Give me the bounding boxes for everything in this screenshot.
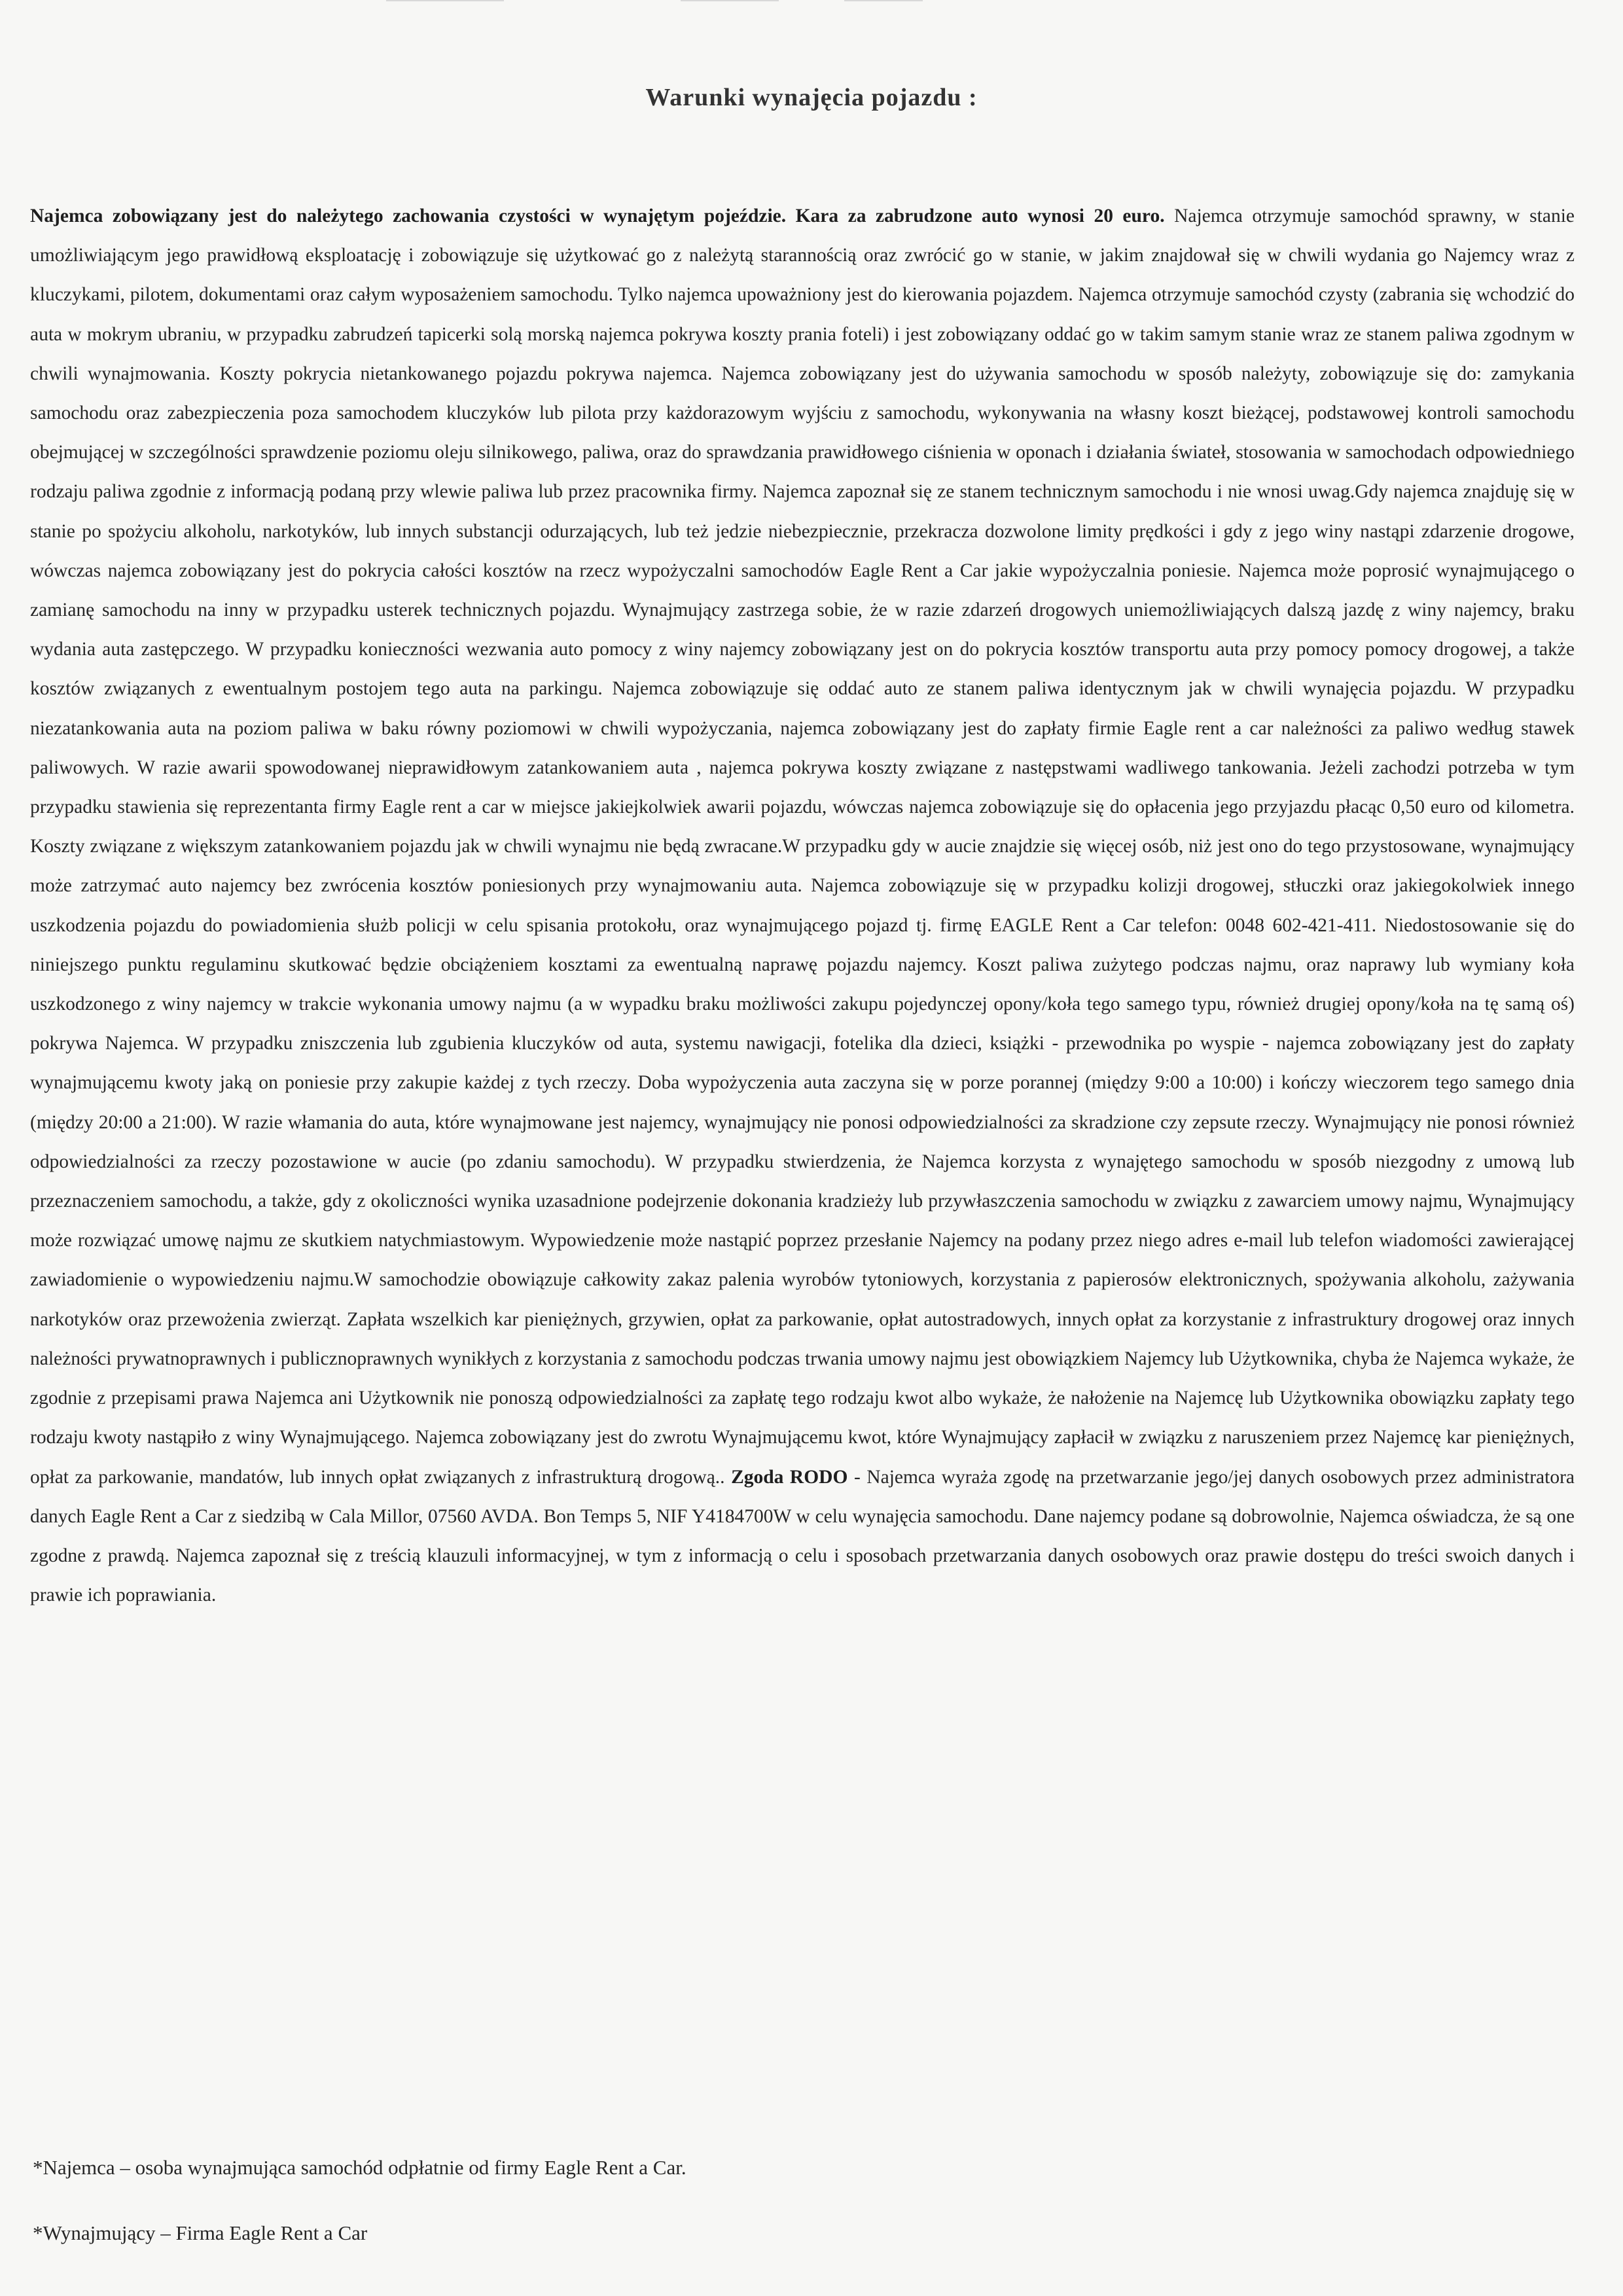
- terms-text-part2: - Najemca wyraża zgodę na przetwarzanie jego/jej danych osobowych przez administratora danych Eagle Rent a Car z siedzibą w Cala Millor, 07560 AVDA. Bon Temps 5, NIF Y4184700W w celu wynajęcia samochodu. Dane najemcy podane są dobrowolnie, Najemca oświadcza, że są one zgodne z prawdą. Najemca zapoznał się z treścią klauzuli informacyjnej, w tym z informacją o celu i sposobach przetwarzania danych osobowych oraz prawie dostępu do treści swoich danych i prawie ich poprawiania.: [30, 1466, 1575, 1606]
- document-title: Warunki wynajęcia pojazdu :: [645, 84, 978, 112]
- rodo-heading: Zgoda RODO: [731, 1466, 848, 1488]
- terms-text-part1: Najemca otrzymuje samochód sprawny, w stanie umożliwiającym jego prawidłową eksploatację i zobowiązuje się użytkować go z należytą starannością oraz zwrócić go w stanie, w jakim znajdował się w chwili wydania go Najemcy wraz z kluczykami, pilotem, dokumentami oraz całym wyposażeniem samochodu. Tylko najemca upoważniony jest do kierowania pojazdem. Najemca otrzymuje samochód czysty (zabrania się wchodzić do auta w mokrym ubraniu, w przypadku zabrudzeń tapicerki solą morską najemca pokrywa koszty prania foteli) i jest zobowiązany oddać go w takim samym stanie wraz ze stanem paliwa zgodnym w chwili wynajmowania. Koszty pokrycia nietankowanego pojazdu pokrywa najemca. Najemca zobowiązany jest do używania samochodu w sposób należyty, zobowiązuje się do: zamykania samochodu oraz zabezpieczenia poza samochodem kluczyków lub pilota przy każdorazowym wyjściu z samochodu, wykonywania na własny koszt bieżącej, podstawowej kontroli samochodu obejmującej w szczególności sprawdzenie poziomu oleju silnikowego, paliwa, oraz do sprawdzania prawidłowego ciśnienia w oponach i działania świateł, stosowania w samochodach odpowiedniego rodzaju paliwa zgodnie z informacją podaną przy wlewie paliwa lub przez pracownika firmy. Najemca zapoznał się ze stanem technicznym samochodu i nie wnosi uwag.Gdy najemca znajduję się w stanie po spożyciu alkoholu, narkotyków, lub innych substancji odurzających, lub też jedzie niebezpiecznie, przekracza dozwolone limity prędkości i gdy z jego winy nastąpi zdarzenie drogowe, wówczas najemca zobowiązany jest do pokrycia całości kosztów na rzecz wypożyczalni samochodów Eagle Rent a Car jakie wypożyczalnia poniesie. Najemca może poprosić wynajmującego o zamianę samochodu na inny w przypadku usterek technicznych pojazdu. Wynajmujący zastrzega sobie, że w razie zdarzeń drogowych uniemożliwiających dalszą jazdę z winy najemcy, braku wydania auta zastępczego. W przypadku konieczności wezwania auto pomocy z winy najemcy zobowiązany jest on do pokrycia kosztów transportu auta przy pomocy pomocy drogowej, a także kosztów związanych z ewentualnym postojem tego auta na parkingu. Najemca zobowiązuje się oddać auto ze stanem paliwa identycznym jak w chwili wynajęcia pojazdu. W przypadku niezatankowania auta na poziom paliwa w baku równy poziomowi w chwili wypożyczania, najemca zobowiązany jest do zapłaty firmie Eagle rent a car należności za paliwo według stawek paliwowych. W razie awarii spowodowanej nieprawidłowym zatankowaniem auta , najemca pokrywa koszty związane z następstwami wadliwego tankowania. Jeżeli zachodzi potrzeba w tym przypadku stawienia się reprezentanta firmy Eagle rent a car w miejsce jakiejkolwiek awarii pojazdu, wówczas najemca zobowiązuje się do opłacenia jego przyjazdu płacąc 0,50 euro od kilometra. Koszty związane z większym zatankowaniem pojazdu jak w chwili wynajmu nie będą zwracane.W przypadku gdy w aucie znajdzie się więcej osób, niż jest ono do tego przystosowane, wynajmujący może zatrzymać auto najemcy bez zwrócenia kosztów poniesionych przy wynajmowaniu auta. Najemca zobowiązuje się w przypadku kolizji drogowej, stłuczki oraz jakiegokolwiek innego uszkodzenia pojazdu do powiadomienia służb policji w celu spisania protokołu, oraz wynajmującego pojazd tj. firmę EAGLE Rent a Car telefon: 0048 602-421-411. Niedostosowanie się do niniejszego punktu regulaminu skutkować będzie obciążeniem kosztami za ewentualną naprawę pojazdu najemcy. Koszt paliwa zużytego podczas najmu, oraz naprawy lub wymiany koła uszkodzonego z winy najemcy w trakcie wykonania umowy najmu (a w wypadku braku możliwości zakupu pojedynczej opony/koła tego samego typu, również drugiej opony/koła na tę samą oś) pokrywa Najemca. W przypadku zniszczenia lub zgubienia kluczyków od auta, systemu nawigacji, fotelika dla dzieci, książki - przewodnika po wyspie - najemca zobowiązany jest do zapłaty wynajmującemu kwoty jaką on poniesie przy zakupie każdej z tych rzeczy. Doba wypożyczenia auta zaczyna się w porze porannej (między 9:00 a 10:00) i kończy wieczorem tego samego dnia (między 20:00 a 21:00). W razie włamania do auta, które wynajmowane jest najemcy, wynajmujący nie ponosi odpowiedzialności za skradzione czy zepsute rzeczy. Wynajmujący nie ponosi również odpowiedzialności za rzeczy pozostawione w aucie (po zdaniu samochodu). W przypadku stwierdzenia, że Najemca korzysta z wynajętego samochodu w sposób niezgodny z umową lub przeznaczeniem samochodu, a także, gdy z okoliczności wynika uzasadnione podejrzenie dokonania kradzieży lub przywłaszczenia samochodu w związku z zawarciem umowy najmu, Wynajmujący może rozwiązać umowę najmu ze skutkiem natychmiastowym. Wypowiedzenie może nastąpić poprzez przesłanie Najemcy na podany przez niego adres e-mail lub telefon wiadomości zawierającej zawiadomienie o wypowiedzeniu najmu.W samochodzie obowiązuje całkowity zakaz palenia wyrobów tytoniowych, korzystania z papierosów elektronicznych, spożywania alkoholu, zażywania narkotyków oraz przewożenia zwierząt. Zapłata wszelkich kar pieniężnych, grzywien, opłat za parkowanie, opłat autostradowych, innych opłat za korzystanie z infrastruktury drogowej oraz innych należności prywatnoprawnych i publicznoprawnych wynikłych z korzystania z samochodu podczas trwania umowy najmu jest obowiązkiem Najemcy lub Użytkownika, chyba że Najemca wykaże, że zgodnie z przepisami prawa Najemca ani Użytkownik nie ponoszą odpowiedzialności za zapłatę tego rodzaju kwot albo wykaże, że nałożenie na Najemcę lub Użytkownika obowiązku zapłaty tego rodzaju kwoty nastąpiło z winy Wynajmującego. Najemca zobowiązany jest do zwrotu Wynajmującemu kwot, które Wynajmujący zapłacił w związku z naruszeniem przez Najemcę kar pieniężnych, opłat za parkowanie, mandatów, lub innych opłat związanych z infrastrukturą drogową..: [30, 206, 1575, 1488]
- scan-edge-mark: [681, 0, 779, 1]
- cleanliness-clause: Najemca zobowiązany jest do należytego zachowania czystości w wynajętym pojeździe. Kara za zabrudzone auto wynosi 20 euro.: [30, 206, 1165, 226]
- footnote-najemca: *Najemca – osoba wynajmująca samochód odpłatnie od firmy Eagle Rent a Car.: [33, 2156, 687, 2179]
- footnote-wynajmujacy: *Wynajmujący – Firma Eagle Rent a Car: [33, 2221, 368, 2244]
- scan-edge-mark: [844, 0, 923, 1]
- scan-edge-mark: [386, 0, 504, 1]
- terms-paragraph: [30, 196, 1575, 1615]
